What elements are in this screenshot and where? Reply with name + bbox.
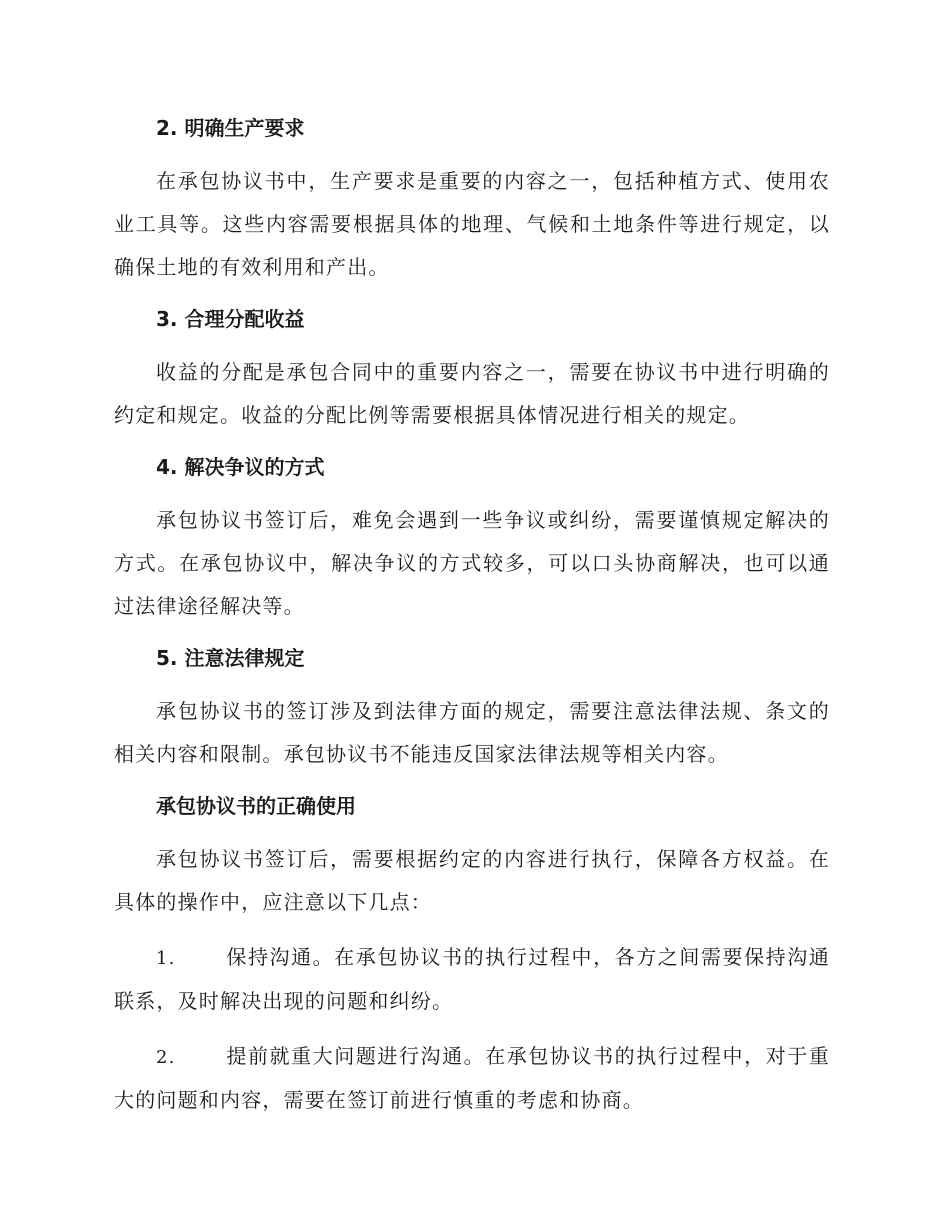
- list-item: [114, 1035, 830, 1122]
- section-heading: 承包协议书的正确使用: [156, 794, 356, 818]
- section-heading: 4. 解决争议的方式: [156, 455, 325, 479]
- section-heading: 5. 注意法律规定: [156, 646, 305, 670]
- list-item-text: 保持沟通。在承包协议书的执行过程中，各方之间需要保持沟通联系，及时解决出现的问题和纠纷。: [114, 945, 830, 1013]
- list-item-number: 1.: [156, 948, 176, 969]
- section-paragraph: 收益的分配是承包合同中的重要内容之一，需要在协议书中进行明确的约定和规定。收益的分配比例等需要根据具体情况进行相关的规定。: [114, 360, 830, 427]
- document-page: [114, 110, 830, 1134]
- list-item: [114, 936, 830, 1023]
- section-paragraph: 承包协议书签订后，需要根据约定的内容进行执行，保障各方权益。在具体的操作中，应注意以下几点：: [114, 847, 830, 914]
- section-paragraph: 在承包协议书中，生产要求是重要的内容之一，包括种植方式、使用农业工具等。这些内容需要根据具体的地理、气候和土地条件等进行规定，以确保土地的有效利用和产出。: [114, 169, 830, 279]
- list-item-number: 2.: [156, 1047, 176, 1068]
- section-heading: 3. 合理分配收益: [156, 307, 305, 331]
- section-paragraph: 承包协议书的签订涉及到法律方面的规定，需要注意法律法规、条文的相关内容和限制。承包协议书不能违反国家法律法规等相关内容。: [114, 699, 830, 766]
- section-heading: 2. 明确生产要求: [156, 116, 305, 140]
- section-paragraph: 承包协议书签订后，难免会遇到一些争议或纠纷，需要谨慎规定解决的方式。在承包协议中，解决争议的方式较多，可以口头协商解决，也可以通过法律途径解决等。: [114, 508, 830, 618]
- list-item-text: 提前就重大问题进行沟通。在承包协议书的执行过程中，对于重大的问题和内容，需要在签订前进行慎重的考虑和协商。: [114, 1044, 830, 1112]
